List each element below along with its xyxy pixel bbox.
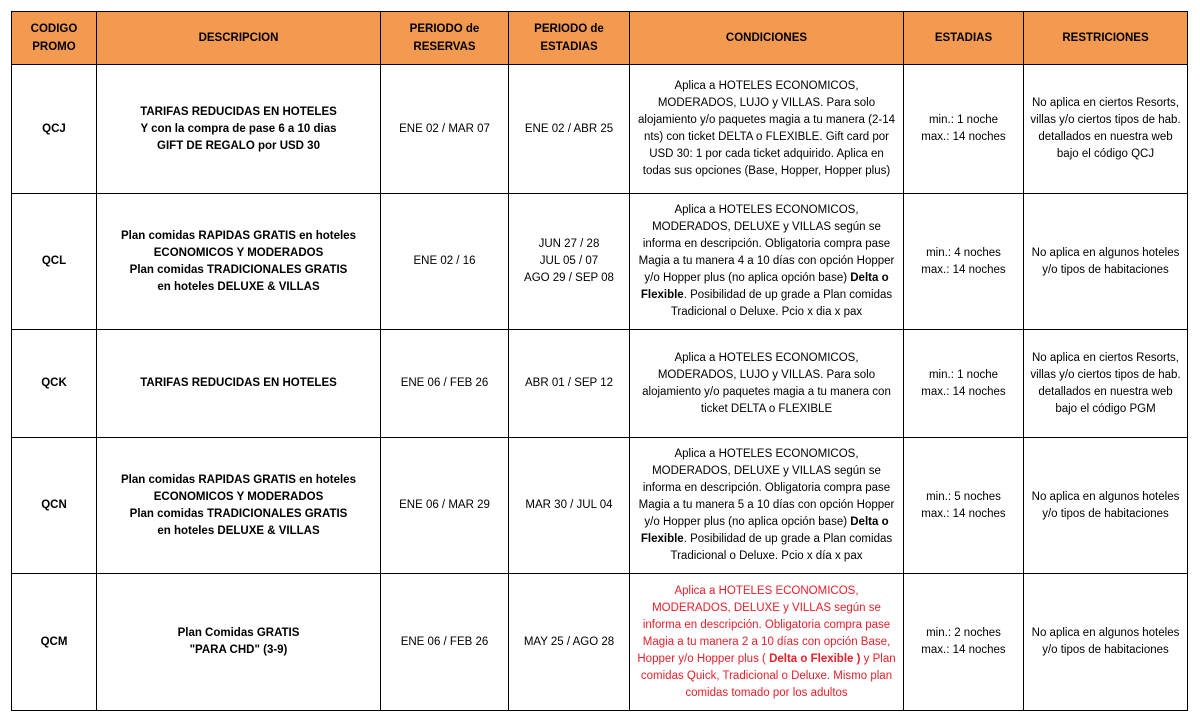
booking-period: ENE 06 / FEB 26	[381, 330, 509, 438]
stay-period-line: JUN 27 / 28	[538, 238, 600, 250]
header-condiciones: CONDICIONES	[630, 12, 904, 65]
promo-code: QCM	[12, 574, 97, 711]
min-nights: min.: 5 noches	[926, 490, 1001, 503]
description-line: en hoteles DELUXE & VILLAS	[157, 524, 320, 537]
header-codigo: CODIGO PROMO	[12, 12, 97, 65]
promo-table	[11, 11, 1188, 711]
booking-period: ENE 06 / FEB 26	[381, 574, 509, 711]
table-row	[12, 194, 1188, 330]
header-restriciones: RESTRICIONES	[1024, 12, 1188, 65]
conditions-bold: Delta o Flexible	[640, 516, 889, 545]
description-line: Plan comidas TRADICIONALES GRATIS	[129, 263, 348, 276]
promo-code: QCJ	[12, 65, 97, 194]
booking-period: ENE 02 / 16	[381, 194, 509, 330]
description-line: ECONOMICOS Y MODERADOS	[153, 490, 324, 503]
description-line: "PARA CHD" (3-9)	[189, 644, 288, 656]
stay-length	[904, 574, 1024, 711]
stay-period-line: MAR 30 / JUL 04	[525, 499, 613, 511]
conditions-bold: Delta o Flexible )	[769, 652, 861, 665]
conditions	[630, 65, 904, 194]
promo-code: QCL	[12, 194, 97, 330]
conditions-bold: Delta o Flexible	[640, 272, 889, 301]
conditions-text: . Posibilidad de up grade a Plan comidas Tradicional o Deluxe. Pcio x día x pax	[670, 533, 893, 562]
promo-description	[97, 574, 381, 711]
max-nights: max.: 14 noches	[921, 263, 1006, 276]
header-reservas: PERIODO de RESERVAS	[381, 12, 509, 65]
table-row	[12, 330, 1188, 438]
description-line: Plan comidas RAPIDAS GRATIS en hoteles	[121, 229, 356, 242]
min-nights: min.: 1 noche	[928, 368, 999, 381]
conditions-text: Aplica a HOTELES ECONOMICOS, MODERADOS, DELUXE y VILLAS según se informa en descripción. Obligatoria compra pase Magia a tu manera 4 a 10 días con opción Hopper y/o Hopper plus (no aplica opción base)	[638, 204, 895, 284]
description-line: Y con la compra de pase 6 a 10 dias	[140, 122, 337, 135]
stay-length	[904, 194, 1024, 330]
header-estadias: ESTADIAS	[904, 12, 1024, 65]
stay-period	[509, 330, 630, 438]
promo-description	[97, 330, 381, 438]
stay-period	[509, 574, 630, 711]
min-nights: min.: 2 noches	[926, 627, 1001, 639]
conditions-text: y Plan comidas Quick, Tradicional o Deluxe. Mismo plan comidas tomado por los adultos	[640, 652, 896, 699]
promo-description	[97, 194, 381, 330]
header-row	[12, 12, 1188, 65]
restrictions: No aplica en algunos hoteles y/o tipos de habitaciones	[1024, 438, 1188, 574]
booking-period: ENE 06 / MAR 29	[381, 438, 509, 574]
stay-period-line: ENE 02 / ABR 25	[524, 122, 614, 135]
max-nights: max.: 14 noches	[921, 507, 1006, 520]
min-nights: min.: 4 noches	[926, 246, 1001, 259]
stay-period	[509, 194, 630, 330]
description-line: ECONOMICOS Y MODERADOS	[153, 246, 324, 259]
promo-code: QCK	[12, 330, 97, 438]
description-line: en hoteles DELUXE & VILLAS	[157, 280, 320, 293]
stay-period	[509, 438, 630, 574]
conditions-text: Aplica a HOTELES ECONOMICOS, MODERADOS, LUJO y VILLAS. Para solo alojamiento y/o paquetes magia a tu manera con ticket DELTA o FLEXIBLE	[642, 351, 891, 415]
description-line: TARIFAS REDUCIDAS EN HOTELES	[140, 105, 337, 118]
restrictions: No aplica en algunos hoteles y/o tipos de habitaciones	[1024, 574, 1188, 711]
restrictions: No aplica en ciertos Resorts, villas y/o ciertos tipos de hab. detallados en nuestra web bajo el código PGM	[1024, 330, 1188, 438]
header-descripcion: DESCRIPCION	[97, 12, 381, 65]
stay-period-line: JUL 05 / 07	[539, 255, 599, 267]
stay-length	[904, 438, 1024, 574]
stay-length	[904, 65, 1024, 194]
table-row	[12, 438, 1188, 574]
stay-period	[509, 65, 630, 194]
conditions-text: Aplica a HOTELES ECONOMICOS, MODERADOS, LUJO y VILLAS. Para solo alojamiento y/o paquetes magia a tu manera (2-14 nts) con ticket DELTA o FLEXIBLE. Gift card por USD 30: 1 por cada ticket adquirido. Aplica en todas sus opciones (Base, Hopper, Hopper plus)	[638, 80, 895, 177]
description-line: Plan comidas TRADICIONALES GRATIS	[129, 507, 348, 520]
description-line: GIFT DE REGALO por USD 30	[157, 139, 320, 152]
promo-description	[97, 65, 381, 194]
table-row	[12, 65, 1188, 194]
table-row	[12, 574, 1188, 711]
max-nights: max.: 14 noches	[921, 131, 1006, 143]
restrictions: No aplica en algunos hoteles y/o tipos de habitaciones	[1024, 194, 1188, 330]
stay-period-line: ABR 01 / SEP 12	[524, 377, 613, 389]
restrictions: No aplica en ciertos Resorts, villas y/o ciertos tipos de hab. detallados en nuestra web bajo el código QCJ	[1024, 65, 1188, 194]
description-line: TARIFAS REDUCIDAS EN HOTELES	[140, 377, 337, 389]
promo-description	[97, 438, 381, 574]
stay-period-line: MAY 25 / AGO 28	[523, 635, 615, 648]
stay-length	[904, 330, 1024, 438]
max-nights: max.: 14 noches	[921, 385, 1006, 398]
conditions-text: Aplica a HOTELES ECONOMICOS, MODERADOS, DELUXE y VILLAS según se informa en descripción. Obligatoria compra pase Magia a tu manera 2 a 10 días con opción Base, Hopper y/o Hopper plus (	[637, 584, 891, 665]
conditions	[630, 438, 904, 574]
description-line: Plan Comidas GRATIS	[177, 627, 300, 639]
min-nights: min.: 1 noche	[928, 114, 999, 126]
promo-code: QCN	[12, 438, 97, 574]
conditions	[630, 574, 904, 711]
max-nights: max.: 14 noches	[921, 644, 1006, 656]
conditions-text: . Posibilidad de up grade a Plan comidas Tradicional o Deluxe. Pcio x dia x pax	[670, 289, 893, 318]
conditions-text: Aplica a HOTELES ECONOMICOS, MODERADOS, DELUXE y VILLAS según se informa en descripción. Obligatoria compra pase Magia a tu manera 5 a 10 días con opción Hopper y/o Hopper plus (no aplica opción base)	[638, 448, 895, 528]
conditions	[630, 330, 904, 438]
booking-period: ENE 02 / MAR 07	[381, 65, 509, 194]
conditions	[630, 194, 904, 330]
stay-period-line: AGO 29 / SEP 08	[524, 272, 614, 284]
description-line: Plan comidas RAPIDAS GRATIS en hoteles	[121, 473, 356, 486]
header-periodo-estadias: PERIODO de ESTADIAS	[509, 12, 630, 65]
